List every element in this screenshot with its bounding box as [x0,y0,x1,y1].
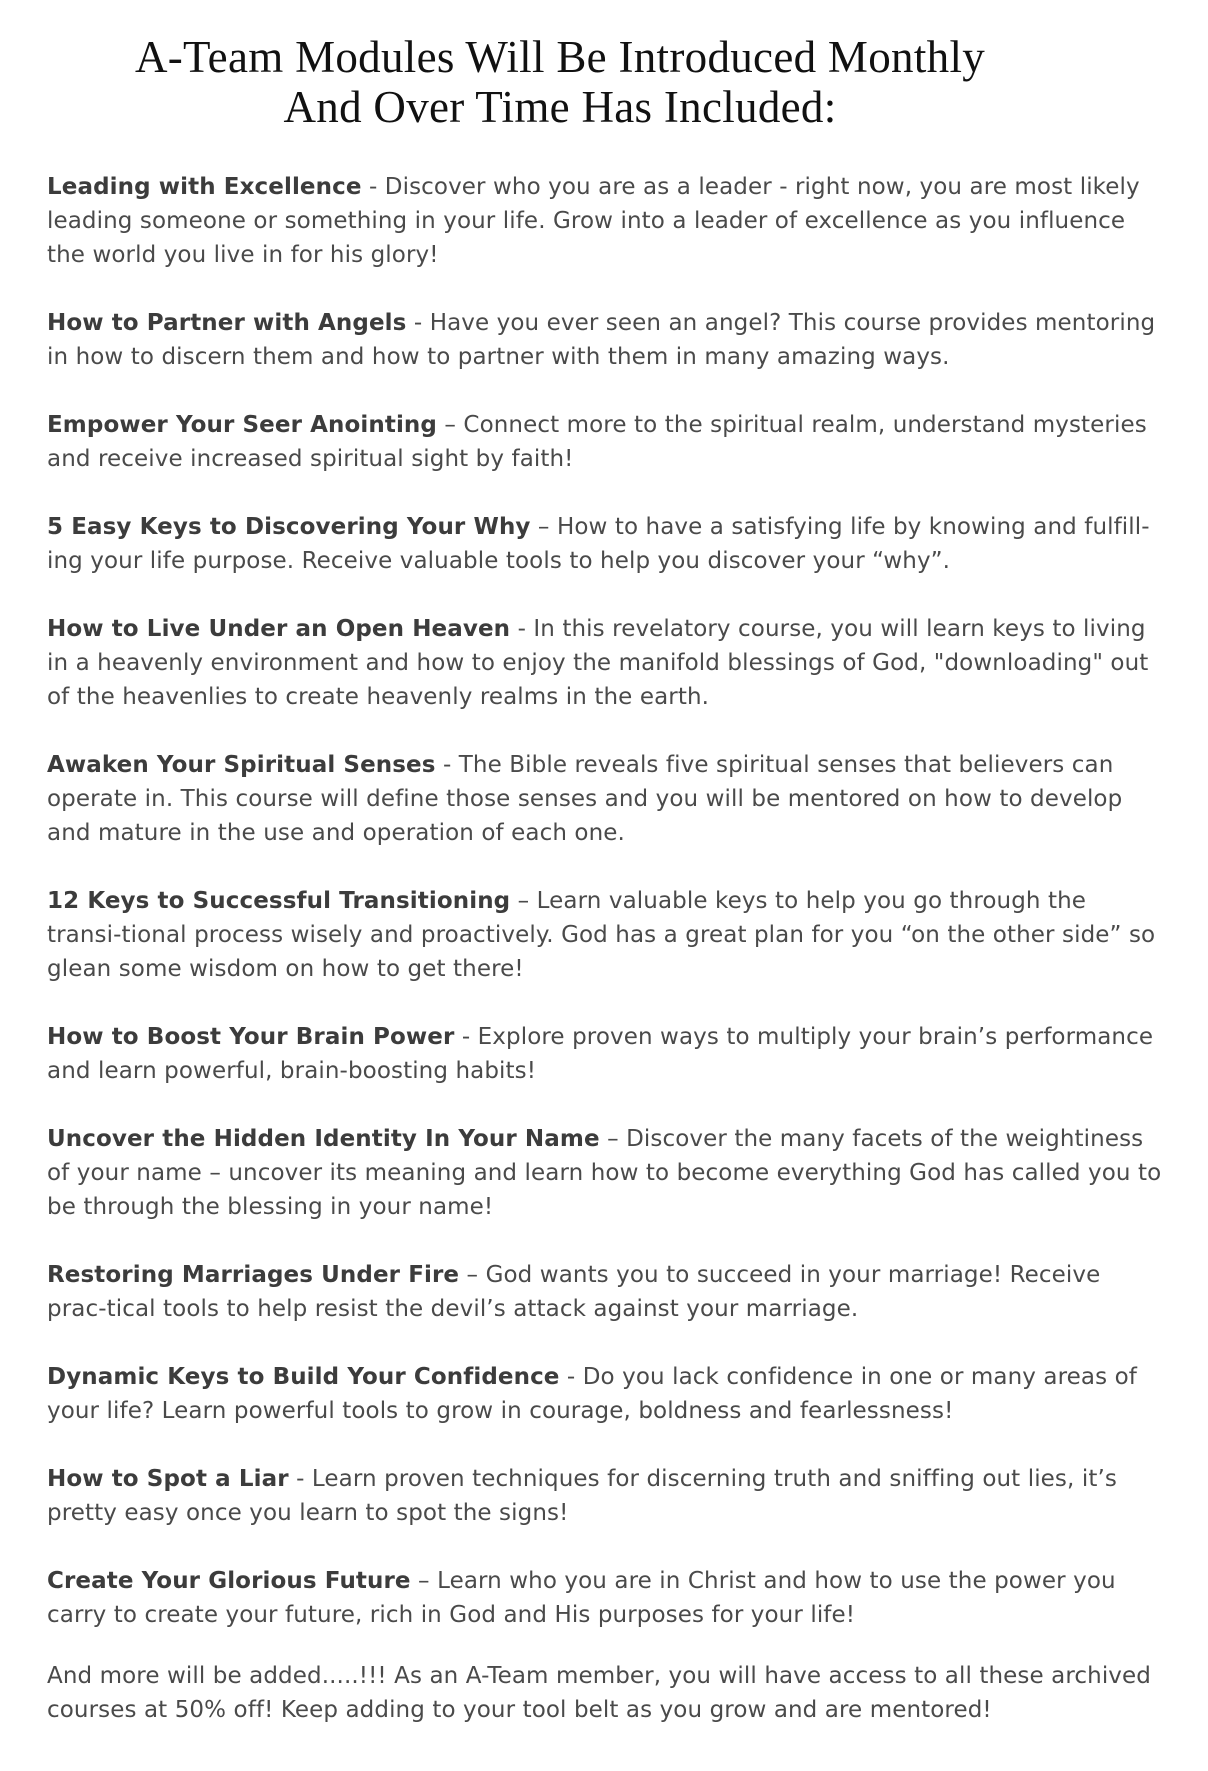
module-item [47,1462,1167,1530]
module-item [47,408,1167,476]
module-item [47,1122,1167,1224]
module-separator: - [510,616,534,642]
page-title-line-2: And Over Time Has Included: [283,82,837,132]
module-separator: - [288,1466,312,1492]
module-description: Discover who you are as a leader - right now, you are most likely leading someone or something in your life. Grow into a leader of excellence as you influence the world you live in for his glory! [47,174,1140,268]
module-item [47,1020,1167,1088]
module-name: Leading with Excellence [47,174,362,200]
module-description: Learn who you are in Christ and how to use the power you carry to create your future, rich in God and His purposes for your life! [47,1568,1116,1628]
module-description: Discover the many facets of the weightiness of your name – uncover its meaning and learn how to become everything God has called you to be through the blessing in your name! [47,1126,1162,1220]
module-separator: - [406,310,430,336]
module-name: How to Boost Your Brain Power [47,1024,455,1050]
module-name: 5 Easy Keys to Discovering Your Why [47,514,531,540]
module-description: Connect more to the spiritual realm, understand mysteries and receive increased spiritual sight by faith! [47,412,1147,472]
module-separator: - [361,174,385,200]
module-item [47,1360,1167,1428]
module-list [47,170,1167,1666]
page-title-line-1: A-Team Modules Will Be Introduced Monthly [134,32,986,82]
module-name: Awaken Your Spiritual Senses [47,752,436,778]
module-description: Explore proven ways to multiply your brain’s performance and learn powerful, brain-boosting habits! [47,1024,1154,1084]
module-name: Create Your Glorious Future [47,1568,411,1594]
module-name: Uncover the Hidden Identity In Your Name [47,1126,600,1152]
module-description: Have you ever seen an angel? This course provides mentoring in how to discern them and how to partner with them in many amazing ways. [47,310,1156,370]
module-description: How to have a satisfying life by knowing and fulfill-ing your life purpose. Receive valuable tools to help you discover your “why”. [47,514,1150,574]
module-separator: – [530,514,557,540]
module-item [47,884,1167,986]
module-item [47,748,1167,850]
module-item [47,1564,1167,1632]
module-name: How to Partner with Angels [47,310,407,336]
module-description: In this revelatory course, you will learn keys to living in a heavenly environment and how to enjoy the manifold blessings of God, "downloading" out of the heavenlies to create heavenly realms in the earth. [47,616,1149,710]
module-separator: – [436,412,464,438]
module-item [47,612,1167,714]
module-name: How to Live Under an Open Heaven [47,616,511,642]
module-item [47,306,1167,374]
module-separator: – [459,1262,486,1288]
module-item [47,510,1167,578]
module-separator: - [559,1364,583,1390]
module-separator: - [435,752,459,778]
module-description: Do you lack confidence in one or many areas of your life? Learn powerful tools to grow in courage, boldness and fearlessness! [47,1364,1137,1424]
closing-paragraph: And more will be added.....!!! As an A-Team member, you will have access to all these archived courses at 50% off! Keep adding to your tool belt as you grow and are mentored! [47,1663,1151,1723]
module-name: 12 Keys to Successful Transitioning [47,888,511,914]
module-separator: – [410,1568,438,1594]
module-separator: - [454,1024,478,1050]
module-description: Learn proven techniques for discerning truth and sniffing out lies, it’s pretty easy once you learn to spot the signs! [47,1466,1117,1526]
module-separator: – [510,888,537,914]
module-name: Empower Your Seer Anointing [47,412,437,438]
module-item [47,1258,1167,1326]
module-description: The Bible reveals five spiritual senses that believers can operate in. This course will define those senses and you will be mentored on how to develop and mature in the use and operation of each one. [47,752,1123,846]
module-item [47,170,1167,272]
module-separator: – [599,1126,627,1152]
module-description: God wants you to succeed in your marriage! Receive prac-tical tools to help resist the devil’s attack against your marriage. [47,1262,1101,1322]
module-name: How to Spot a Liar [47,1466,289,1492]
page-title [60,32,1060,132]
module-description: Learn valuable keys to help you go through the transi-tional process wisely and proactively. God has a great plan for you “on the other side” so glean some wisdom on how to get there! [47,888,1156,982]
module-name: Restoring Marriages Under Fire [47,1262,460,1288]
module-name: Dynamic Keys to Build Your Confidence [47,1364,560,1390]
